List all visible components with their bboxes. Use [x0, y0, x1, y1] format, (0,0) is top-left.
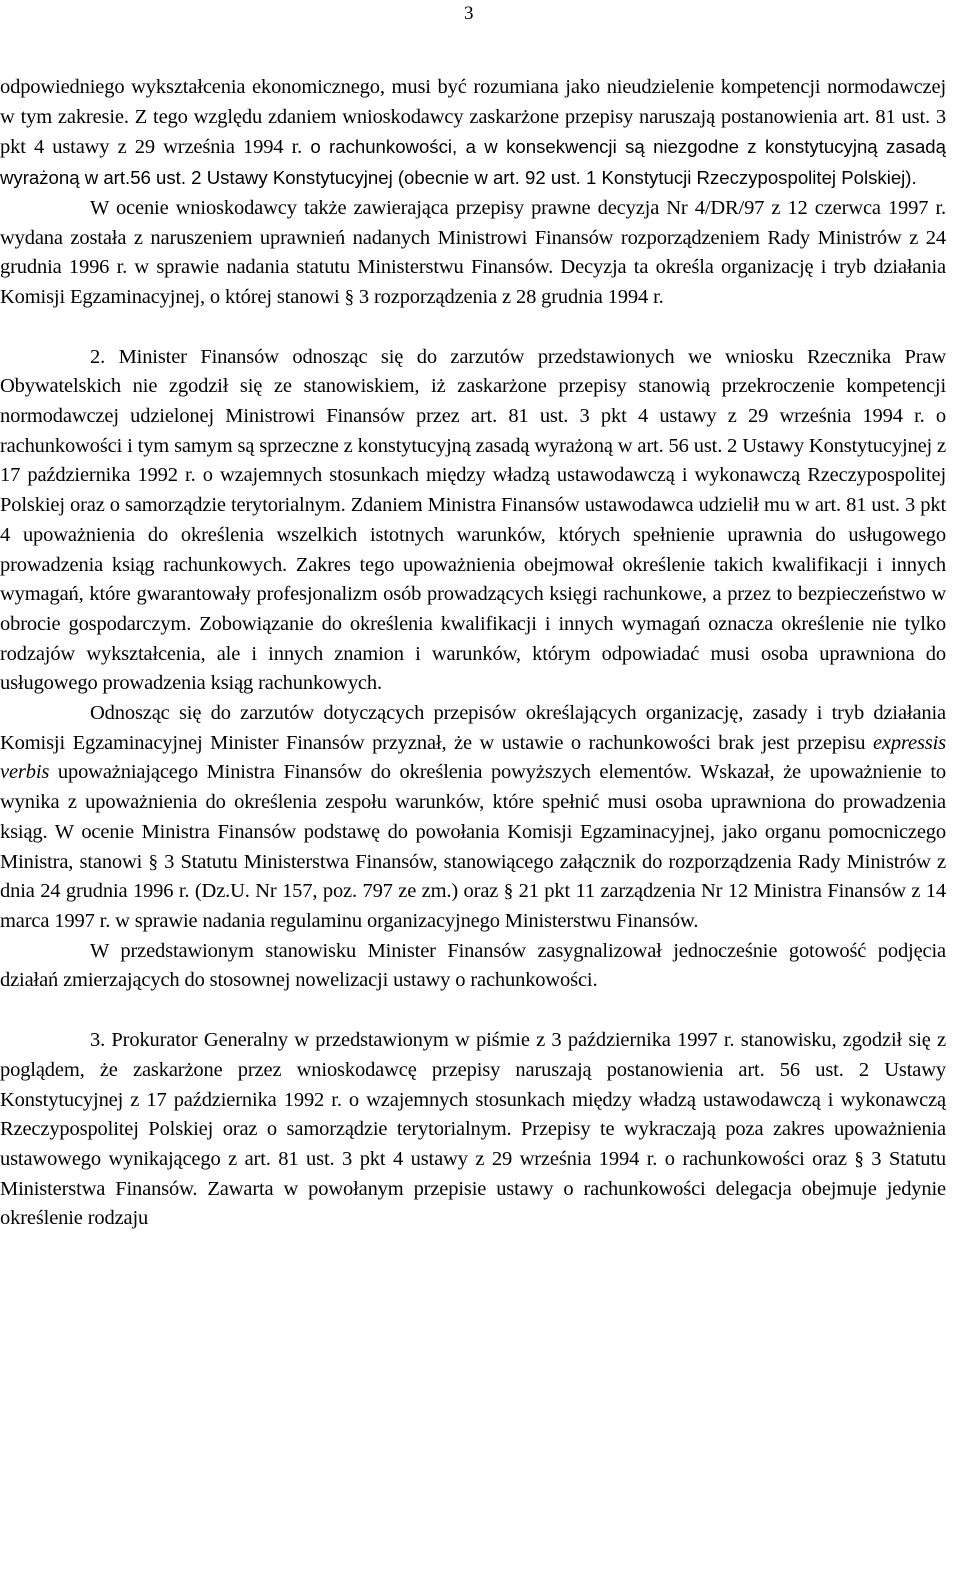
- paragraph-4-part-3: 3 Statutu Ministerstwa Finansów, stanowiącego załącznik do rozporządzenia Rady Ministrów z dnia 24 grudnia 1996 r. (Dz.U. Nr 157, poz. 797 ze zm.) oraz: [0, 850, 946, 903]
- latin-phrase: expressis verbis: [0, 731, 946, 784]
- paragraph-6-part-2: 3 Statutu Ministerstwa Finansów. Zawarta w powołanym przepisie ustawy o rachunkowości delegacja obejmuje jedynie określenie rodzaju: [0, 1147, 946, 1230]
- paragraph-3: 2. Minister Finansów odnosząc się do zarzutów przedstawionych we wniosku Rzecznika Praw Obywatelskich nie zgodził się ze stanowiskiem, iż zaskarżone przepisy stanowią przekroczenie kompetencji normodawczej udzielonej Ministrowi Finansów przez art. 81 ust. 3 pkt 4 ustawy z 29 września 1994 r. o rachunkowości i tym samym są sprzeczne z konstytucyjną zasadą wyrażoną w art. 56 ust. 2 Ustawy Konstytucyjnej z 17 października 1992 r. o wzajemnych stosunkach między władzą ustawodawczą i wykonawczą Rzeczypospolitej Polskiej oraz o samorządzie terytorialnym. Zdaniem Ministra Finansów ustawodawca udzielił mu w art. 81 ust. 3 pkt 4 upoważnienia do określenia wszelkich istotnych warunków, których spełnienie uprawnia do usługowego prowadzenia ksiąg rachunkowych. Zakres tego upoważnienia obejmował określenie takich kwalifikacji i innych wymagań, które gwarantowały profesjonalizm osób prowadzących księgi rachunkowe, a przez to bezpieczeństwo w obrocie gospodarczym. Zobowiązanie do określenia kwalifikacji i innych wymagań oznacza określenie nie tylko rodzajów wykształcenia, ale i innych znamion i warunków, którym odpowiadać musi osoba uprawniona do usługowego prowadzenia ksiąg rachunkowych.: [0, 345, 947, 695]
- paragraph-1-part-1: odpowiedniego wykształcenia ekonomicznego, musi być rozumiana jako nieudzielenie kompetencji normodawczej w tym zakresie. Z tego względu zdaniem wnioskodawcy zaskarżone przepisy naruszają postanowienia art. 81 ust. 3 pkt 4 ustawy z 29 września 1994 r.: [0, 76, 946, 159]
- page-number: 3: [464, 3, 474, 24]
- paragraph-2-part-1: W ocenie wnioskodawcy także zawierająca przepisy prawne decyzja Nr 4/DR/97 z 12 czerwca 1997 r. wydana została z naruszeniem uprawnień nadanych Ministrowi Finansów rozporządzeniem Rady Ministrów z 24 grudnia 1996 r. w sprawie nadania statutu Ministerstwu Finansów. Decyzja ta określa organizację i tryb działania Komisji Egzaminacyjnej, o której stanowi: [0, 196, 946, 308]
- section-sign: §: [503, 881, 514, 903]
- paragraph-5: W przedstawionym stanowisku Minister Finansów zasygnalizował jednocześnie gotowość podjęcia działań zmierzających do stosownej nowelizacji ustawy o rachunkowości.: [0, 939, 946, 992]
- paragraph-4: [0, 699, 946, 937]
- paragraph-1-part-2: o rachunkowości, a w konsekwencji są niezgodne z konstytucyjną zasadą wyrażoną w art.56 ust. 2 Ustawy Konstytucyjnej (obecnie w art. 92 ust. 1 Konstytucji Rzeczypospolitej Polskiej).: [0, 136, 946, 189]
- paragraph-6: [0, 1026, 946, 1234]
- section-sign: §: [344, 286, 354, 308]
- paragraph-2-part-2: 3 rozporządzenia z 28 grudnia 1994 r.: [358, 285, 664, 308]
- section-sign: §: [148, 851, 158, 873]
- paragraph-4-part-4: 21 pkt 11 zarządzenia Nr 12 Ministra Finansów z 14 marca 1997 r. w sprawie nadania regulaminu organizacyjnego Ministerstwu Finansów.: [0, 880, 946, 932]
- paragraph-2: [0, 194, 946, 313]
- paragraph-6-part-1: 3. Prokurator Generalny w przedstawionym w piśmie z 3 października 1997 r. stanowisku, zgodził się z poglądem, że zaskarżone przez wnioskodawcę przepisy naruszają postanowienia art. 56 ust. 2 Ustawy Konstytucyjnej z 17 października 1992 r. o wzajemnych stosunkach między władzą ustawodawczą i wykonawczą Rzeczypospolitej Polskiej oraz o samorządzie terytorialnym. Przepisy te wykraczają poza zakres upoważnienia ustawowego wynikającego z art. 81 ust. 3 pkt 4 ustawy z 29 września 1994 r. o rachunkowości oraz: [0, 1029, 946, 1170]
- section-sign: §: [854, 1148, 864, 1170]
- paragraph-4-part-2: upoważniającego Ministra Finansów do określenia powyższych elementów. Wskazał, że upoważnienie to wynika z upoważnienia do określenia zespołu warunków, które spełnić musi osoba uprawniona do prowadzenia ksiąg. W ocenie Ministra Finansów podstawę do powołania Komisji Egzaminacyjnej, jako organu pomocniczego Ministra, stanowi: [0, 761, 947, 873]
- paragraph-1: [0, 73, 946, 194]
- document-body: [0, 73, 946, 1234]
- paragraph-4-part-1: Odnosząc się do zarzutów dotyczących przepisów określających organizację, zasady i tryb działania Komisji Egzaminacyjnej Minister Finansów przyznał, że w ustawie o rachunkowości brak jest przepisu: [0, 702, 946, 754]
